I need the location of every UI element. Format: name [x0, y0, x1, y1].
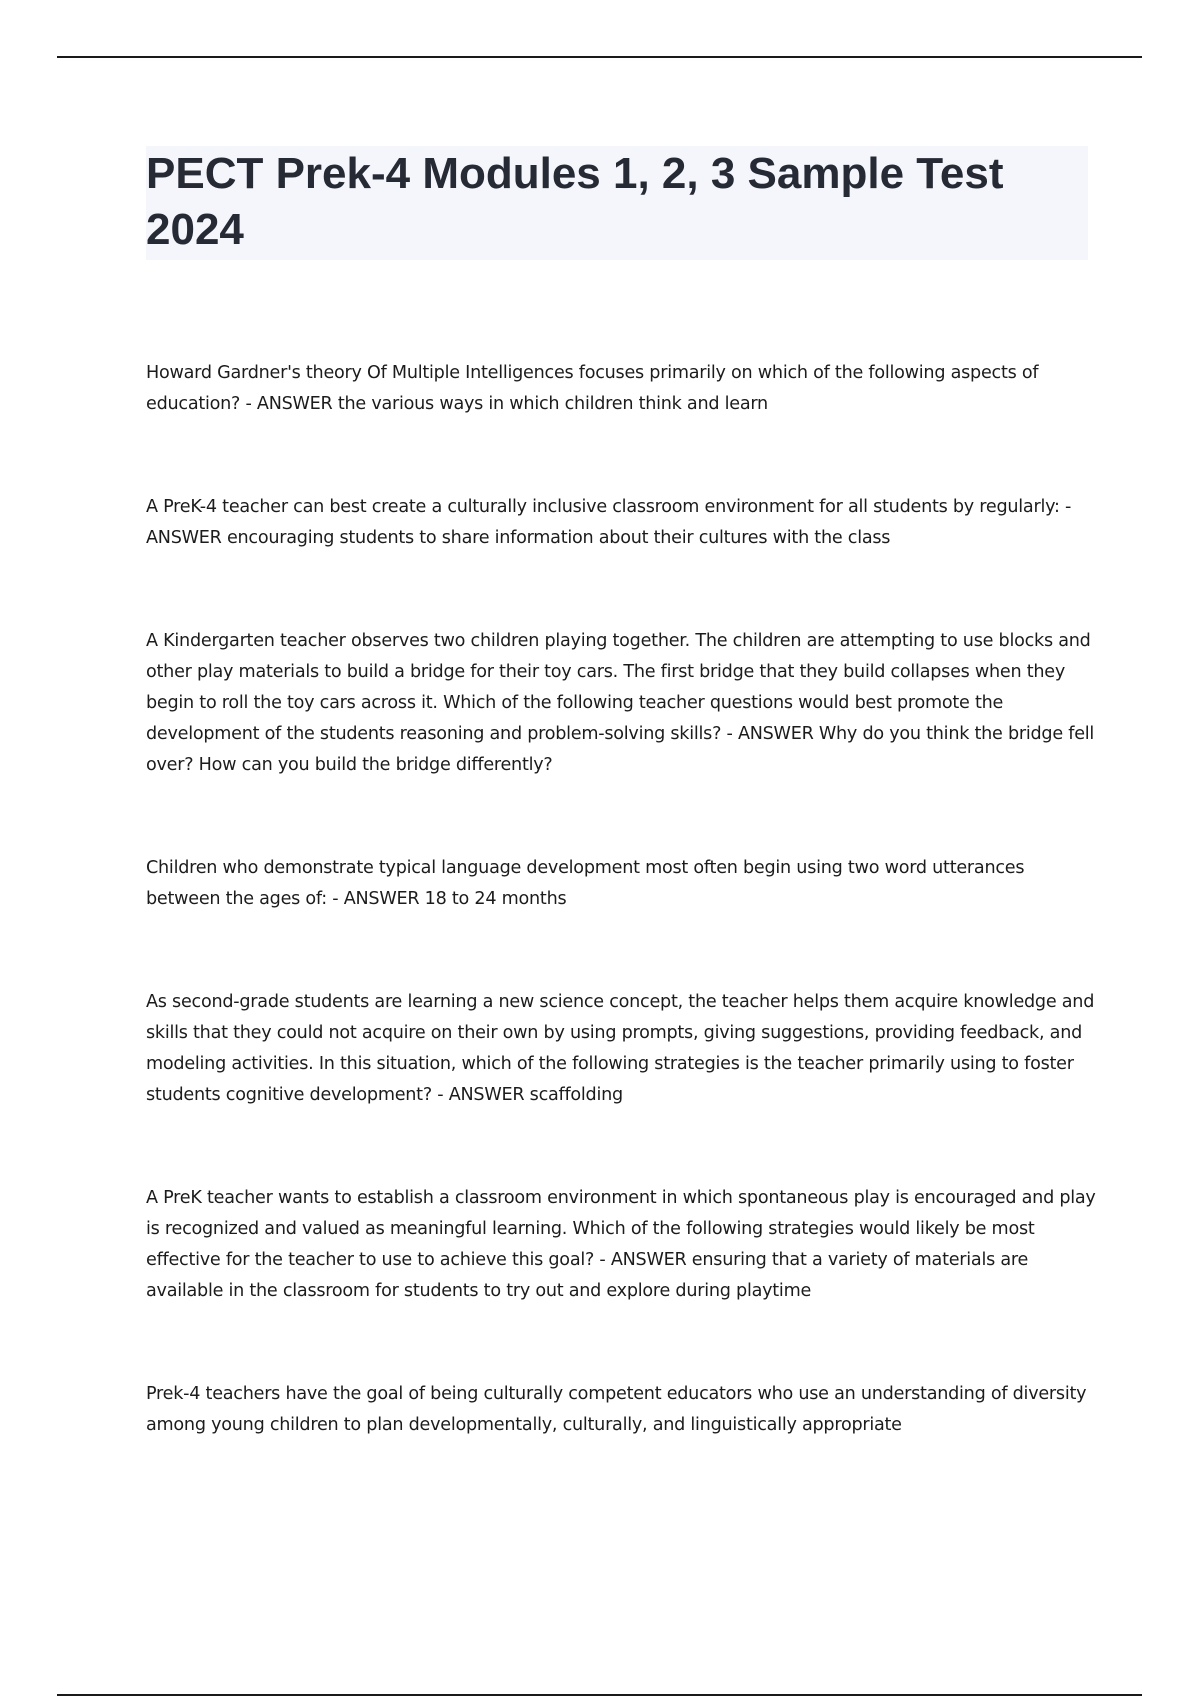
title-banner	[146, 146, 1088, 260]
document-title: PECT Prek-4 Modules 1, 2, 3 Sample Test 2024	[146, 149, 1004, 254]
question-item: As second-grade students are learning a new science concept, the teacher helps them acquire knowledge and skills that they could not acquire on their own by using prompts, giving suggestions, providing feedback, and modeling activities. In this situation, which of the following strategies is the teacher primarily using to foster students cognitive development? - ANSWER scaffolding	[146, 992, 1095, 1105]
top-rule	[57, 56, 1142, 58]
question-item: A PreK teacher wants to establish a classroom environment in which spontaneous play is encouraged and play is recognized and valued as meaningful learning. Which of the following strategies would likely be most effective for the teacher to use to achieve this goal? - ANSWER ensuring that a variety of materials are available in the classroom for students to try out and explore during playtime	[146, 1188, 1096, 1301]
question-item: Children who demonstrate typical language development most often begin using two word utterances between the ages of: - ANSWER 18 to 24 months	[146, 858, 1025, 909]
question-item: A Kindergarten teacher observes two children playing together. The children are attempting to use blocks and other play materials to build a bridge for their toy cars. The first bridge that they build collapses when they begin to roll the toy cars across it. Which of the following teacher questions would best promote the development of the students reasoning and problem-solving skills? - ANSWER Why do you think the bridge fell over? How can you build the bridge differently?	[146, 631, 1095, 775]
question-list	[146, 358, 1096, 1441]
question-item: Prek-4 teachers have the goal of being culturally competent educators who use an understanding of diversity among young children to plan developmentally, culturally, and linguistically appropriate	[146, 1384, 1087, 1435]
question-item: Howard Gardner's theory Of Multiple Intelligences focuses primarily on which of the following aspects of education? - ANSWER the various ways in which children think and learn	[146, 363, 1039, 414]
bottom-rule	[57, 1694, 1142, 1696]
question-item: A PreK-4 teacher can best create a culturally inclusive classroom environment for all students by regularly: - ANSWER encouraging students to share information about their cultures with the class	[146, 497, 1072, 548]
